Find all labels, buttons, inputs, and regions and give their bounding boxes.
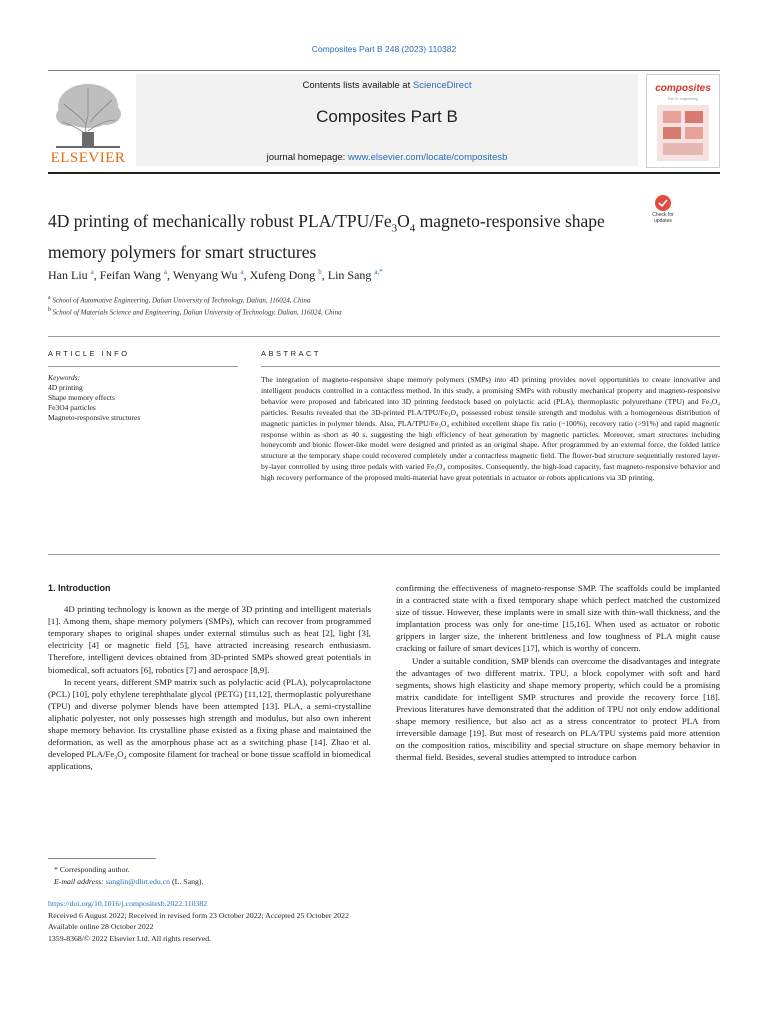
affiliation-mark: a xyxy=(48,295,51,301)
sciencedirect-link[interactable]: ScienceDirect xyxy=(412,80,472,91)
author-name: Feifan Wang xyxy=(99,268,161,282)
homepage-prefix: journal homepage: xyxy=(266,152,348,163)
available-online: Available online 28 October 2022 xyxy=(48,922,154,931)
check-label-line-2: updates xyxy=(654,218,672,224)
journal-cover[interactable] xyxy=(646,74,720,168)
copyright: 1359-8368/© 2022 Elsevier Ltd. All rights reserved. xyxy=(48,933,212,943)
check-for-updates-label xyxy=(646,212,680,224)
affiliation xyxy=(48,295,648,304)
cover-figure-icon xyxy=(657,105,709,161)
keyword-item[interactable]: 4D printing xyxy=(48,383,83,392)
email-link[interactable]: sanglin@dlut.edu.cn xyxy=(105,877,171,886)
journal-name: Composites Part B xyxy=(316,107,458,126)
author[interactable] xyxy=(328,268,383,282)
body-paragraph: In recent years, different SMP matrix such as polylactic acid (PLA), polycaprolactone (PCL) [10], poly ethylene terephthalate glycol (PETG) [11,12], thermoplastic polyurethane (TPU) and diverse polymer blends have been attempted [13]. PLA, a semi-crystalline aliphatic polyester, not only possesses high strength and modulus, but also own inherent shape memory behavior. Its crystalline phase existed as a fixing phase and maintained the deformation, as well as the amorphous phase act as a switching phase [14]. Zhao et al. developed PLA/Fe₃O₄ composite filament for tracheal or bone tissue scaffold in biomedical applications, xyxy=(48,676,371,772)
affiliation-text: School of Automotive Engineering, Dalian University of Technology, Dalian, 116024, China xyxy=(52,296,311,305)
publisher-name: ELSEVIER xyxy=(50,150,126,166)
author[interactable] xyxy=(48,268,94,282)
footnotes xyxy=(54,864,554,888)
author-affiliation-mark[interactable]: a xyxy=(163,268,168,276)
affiliation xyxy=(48,307,648,316)
journal-citation[interactable]: Composites Part B 248 (2023) 110382 xyxy=(311,44,457,54)
cover-title: composites xyxy=(655,83,711,94)
footnote-rule xyxy=(48,858,156,859)
email-label: E-mail address: xyxy=(54,877,104,886)
author-name: Lin Sang xyxy=(327,268,372,282)
article-metadata xyxy=(48,898,648,944)
author-affiliation-mark[interactable]: a,* xyxy=(374,268,383,276)
contents-line xyxy=(136,80,638,91)
body-paragraph: 4D printing technology is known as the merge of 3D printing and intelligent materials [1]. Among them, shape memory polymers (SMPs), which can recover from programmed temporary shapes to original shapes under external stimulus such as heat [2], light [3], electricity [4] or magnetic field [5], have attracted increasing research enthusiasm. Therefore, intelligent devices obtained from 3D-printed SMPs showed great potentials in biomedical, soft actuators [6], robotics [7] and aerospace [8,9]. xyxy=(48,604,371,675)
received-dates: Received 6 August 2022; Received in revised form 23 October 2022; Accepted 25 October 2022 xyxy=(48,910,349,920)
corresponding-author-note: * Corresponding author. xyxy=(54,865,130,874)
article-info-rule xyxy=(48,366,238,367)
email-suffix: (L. Sang). xyxy=(170,877,204,886)
keywords-label: Keywords: xyxy=(48,373,81,382)
header-top-rule xyxy=(48,70,720,71)
contents-prefix: Contents lists available at xyxy=(302,80,413,91)
title-part-3: magneto-responsive shape memory polymers for smart structures xyxy=(48,211,605,262)
abstract-text: The integration of magneto-responsive shape memory polymers (SMPs) into 4D printing provides novel opportunities to create innovative and intelligent products controlled in a contactless method. In this study, a promising SMPs with robustly mechanical property and magneto-responsive behavior were proposed and fabricated into 3D printing feedstock based on polylactic acid (PLA), thermoplastic polyurethane (TPU) and Fe₃O₄ particles. Results revealed that the 3D-printed PLA/TPU/Fe₃O₄ possessed robust tensile strength and modulus with a homogeneous distribution of magnetic particles in polymer blends. Also, PLA/TPU/Fe₃O₄ exhibited excellent shape fix ratio (~100%), recovery ratio (>91%) and rapid magnetic response within as short as 40 s, suggesting the high efficiency of heat generation by magnetic particles. Moreover, smart structures including honeycomb and bionic flower-like model were designed and printed as an original shape. After programmed by an external force, the folded lattice structure at the temporary shape could recovered completely under a contactless magnetic field. The flower-bud structure sequentially restored layer-by-layer controlled by using three pedals with varied Fe₃O₄ composites. Consequently, the high-load capacity, fast magneto-responsive behavior and high recovery performance of the proposed multi-material have great potentials in actuator or robots applications via 3D printing. xyxy=(261,375,720,483)
article-info-heading: ARTICLE INFO xyxy=(48,349,130,358)
section-title: 1. Introduction xyxy=(48,583,111,593)
title-part-2: O xyxy=(397,211,410,231)
email-line xyxy=(54,876,554,888)
keywords-block xyxy=(48,373,238,423)
author-name: Xufeng Dong xyxy=(249,268,316,282)
author-name: Wenyang Wu xyxy=(172,268,238,282)
divider xyxy=(48,554,720,555)
article-title xyxy=(48,210,628,264)
cover-subtitle: Part B: engineering xyxy=(668,97,698,101)
divider xyxy=(48,336,720,337)
author-name: Han Liu xyxy=(48,268,88,282)
title-part-1: 4D printing of mechanically robust PLA/TPU/Fe xyxy=(48,211,392,231)
header-bottom-rule xyxy=(48,172,720,174)
keyword-item[interactable]: Shape memory effects xyxy=(48,393,115,402)
author[interactable] xyxy=(250,268,322,282)
check-label-line-1: Check for xyxy=(652,212,674,218)
journal-homepage xyxy=(136,152,638,163)
abstract-rule xyxy=(261,366,720,367)
body-paragraph: confirming the effectiveness of magneto-response SMP. The scaffolds could be implanted in a contracted state with a fixed temporary shape which perfect matched the customized size of tissue. However, these implants were in small size with thin-wall thickness, and the implantation process was only for one-time [15,16]. When used as actuator or robotic grippers in larger size, the inherent brittleness and low toughness of PLA might cause cracking or failure of smart devices [17], which is worthy of concern. xyxy=(396,583,720,654)
author-affiliation-mark[interactable]: b xyxy=(318,268,322,276)
author-affiliation-mark[interactable]: a xyxy=(240,268,244,276)
author[interactable] xyxy=(173,268,244,282)
title-subscript-1: 3 xyxy=(391,222,398,235)
affiliation-text: School of Materials Science and Engineering, Dalian University of Technology, Dalian, 116024, China xyxy=(52,308,342,317)
affiliation-mark: b xyxy=(48,307,51,313)
keyword-item[interactable]: Magneto-responsive structures xyxy=(48,413,141,422)
author-list: Han Liu $^a$, Feifan Wang $^a$, Wenyang Wu $^a$, Xufeng Dong $^b$, Lin Sang $^{a,*}$ xyxy=(48,268,383,282)
title-subscript-2: 4 xyxy=(409,222,416,235)
body-right-column xyxy=(396,582,720,763)
body-paragraph: Under a suitable condition, SMP blends can overcome the disadvantages and integrate the advantages of two different matrix. TPU, a block copolymer with soft and hard segments, shows high elasticity and shape memory property, which could be a promising matrix candidate for intelligent SMP structures and provide the recovery force [18]. Previous literatures have demonstrated that the addition of TPU not only endow additional shape memory resilience, but also act as a stress concentrator to protect PLA from irreversible damage [19]. But most of research on PLA/TPU systems paid more attention on the composition ratios, miscibility and special structure on shape memory behavior in thermal field. Besides, several studies attempted to introduce carbon xyxy=(396,655,720,763)
abstract-heading: ABSTRACT xyxy=(261,349,322,358)
doi-link[interactable]: https://doi.org/10.1016/j.compositesb.2022.110382 xyxy=(48,899,208,908)
homepage-link[interactable]: www.elsevier.com/locate/compositesb xyxy=(347,152,508,163)
keyword-item[interactable]: Fe3O4 particles xyxy=(48,403,96,412)
body-left-column xyxy=(48,582,371,772)
author-affiliation-mark[interactable]: a xyxy=(90,268,94,276)
author[interactable] xyxy=(100,268,167,282)
